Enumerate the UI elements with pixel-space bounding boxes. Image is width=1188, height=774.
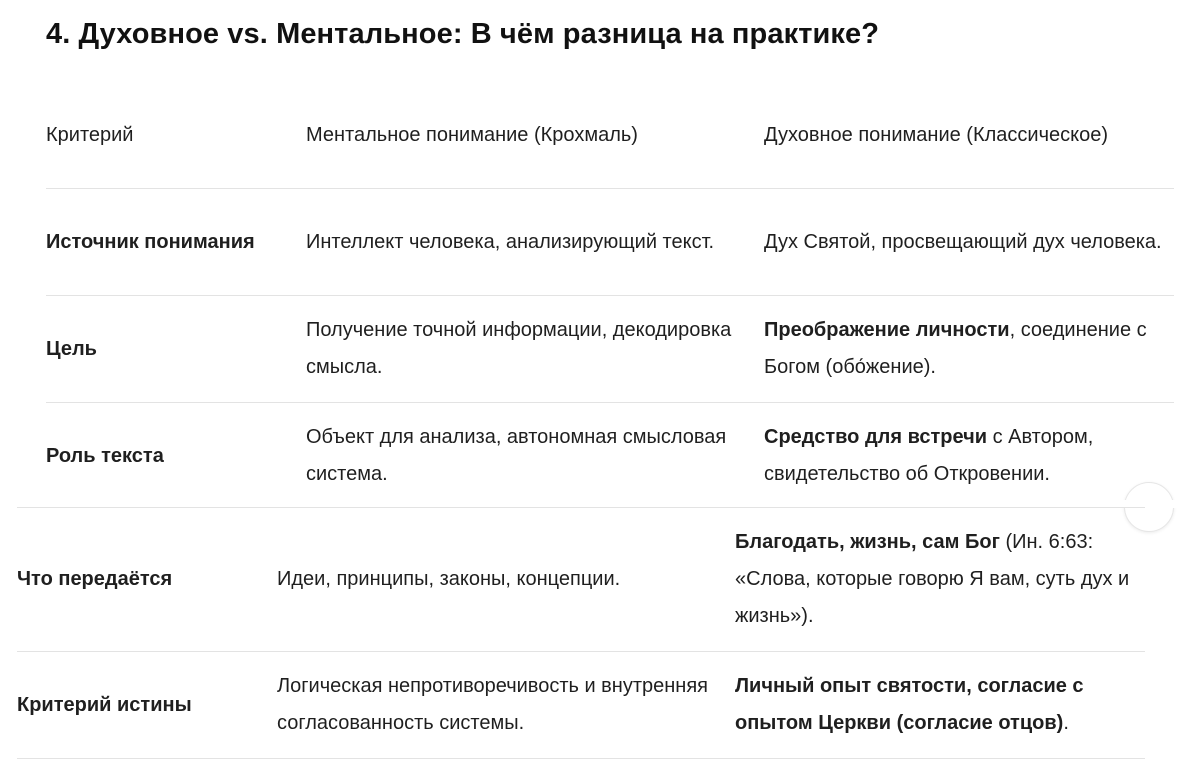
spiritual-cell	[735, 668, 1145, 742]
mental-cell: Логическая непротиворечивость и внутренняя согласованность системы.	[277, 675, 709, 734]
table-row	[46, 189, 1174, 296]
criterion-cell: Критерий истины	[17, 693, 192, 716]
header-mental: Ментальное понимание (Крохмаль)	[306, 123, 638, 146]
spiritual-emphasis: Благодать, жизнь, сам Бог	[735, 531, 1000, 553]
criterion-cell: Источник понимания	[46, 230, 255, 253]
spiritual-text: .	[1063, 712, 1069, 734]
spiritual-text: с Автором, свидетельство об Откровении.	[764, 426, 1094, 485]
criterion-cell: Что передаётся	[17, 568, 173, 590]
comparison-table	[46, 82, 1174, 509]
header-criterion: Критерий	[46, 123, 134, 146]
mental-cell: Получение точной информации, декодировка смысла.	[306, 319, 732, 378]
spiritual-cell	[735, 524, 1145, 635]
spiritual-cell	[764, 419, 1174, 493]
mental-cell: Идеи, принципы, законы, концепции.	[277, 568, 621, 590]
table-row	[46, 296, 1174, 403]
mental-cell: Объект для анализа, автономная смысловая система.	[306, 426, 727, 485]
table-row	[46, 403, 1174, 509]
table-row	[17, 507, 1145, 652]
header-spiritual: Духовное понимание (Классическое)	[764, 123, 1108, 146]
section-heading: 4. Духовное vs. Ментальное: В чём разница на практике?	[46, 18, 880, 50]
spiritual-emphasis: Личный опыт святости, согласие с опытом Церкви (согласие отцов)	[735, 675, 1084, 734]
spiritual-text: , соединение с Богом (обо́жение).	[764, 319, 1147, 378]
spiritual-cell	[764, 312, 1174, 386]
spiritual-cell	[764, 224, 1174, 261]
criterion-cell: Роль текста	[46, 444, 164, 467]
spiritual-text: (Ин. 6:63: «Слова, которые говорю Я вам, суть дух и жизнь»).	[735, 531, 1130, 627]
comparison-table-continued	[17, 507, 1145, 759]
table-row	[17, 652, 1145, 759]
table-header-row	[46, 82, 1174, 189]
mental-cell: Интеллект человека, анализирующий текст.	[306, 230, 715, 253]
spiritual-text: Дух Святой, просвещающий дух человека.	[764, 230, 1162, 253]
criterion-cell: Цель	[46, 337, 97, 360]
spiritual-emphasis: Средство для встречи	[764, 426, 988, 448]
spiritual-emphasis: Преображение личности	[764, 319, 1010, 341]
